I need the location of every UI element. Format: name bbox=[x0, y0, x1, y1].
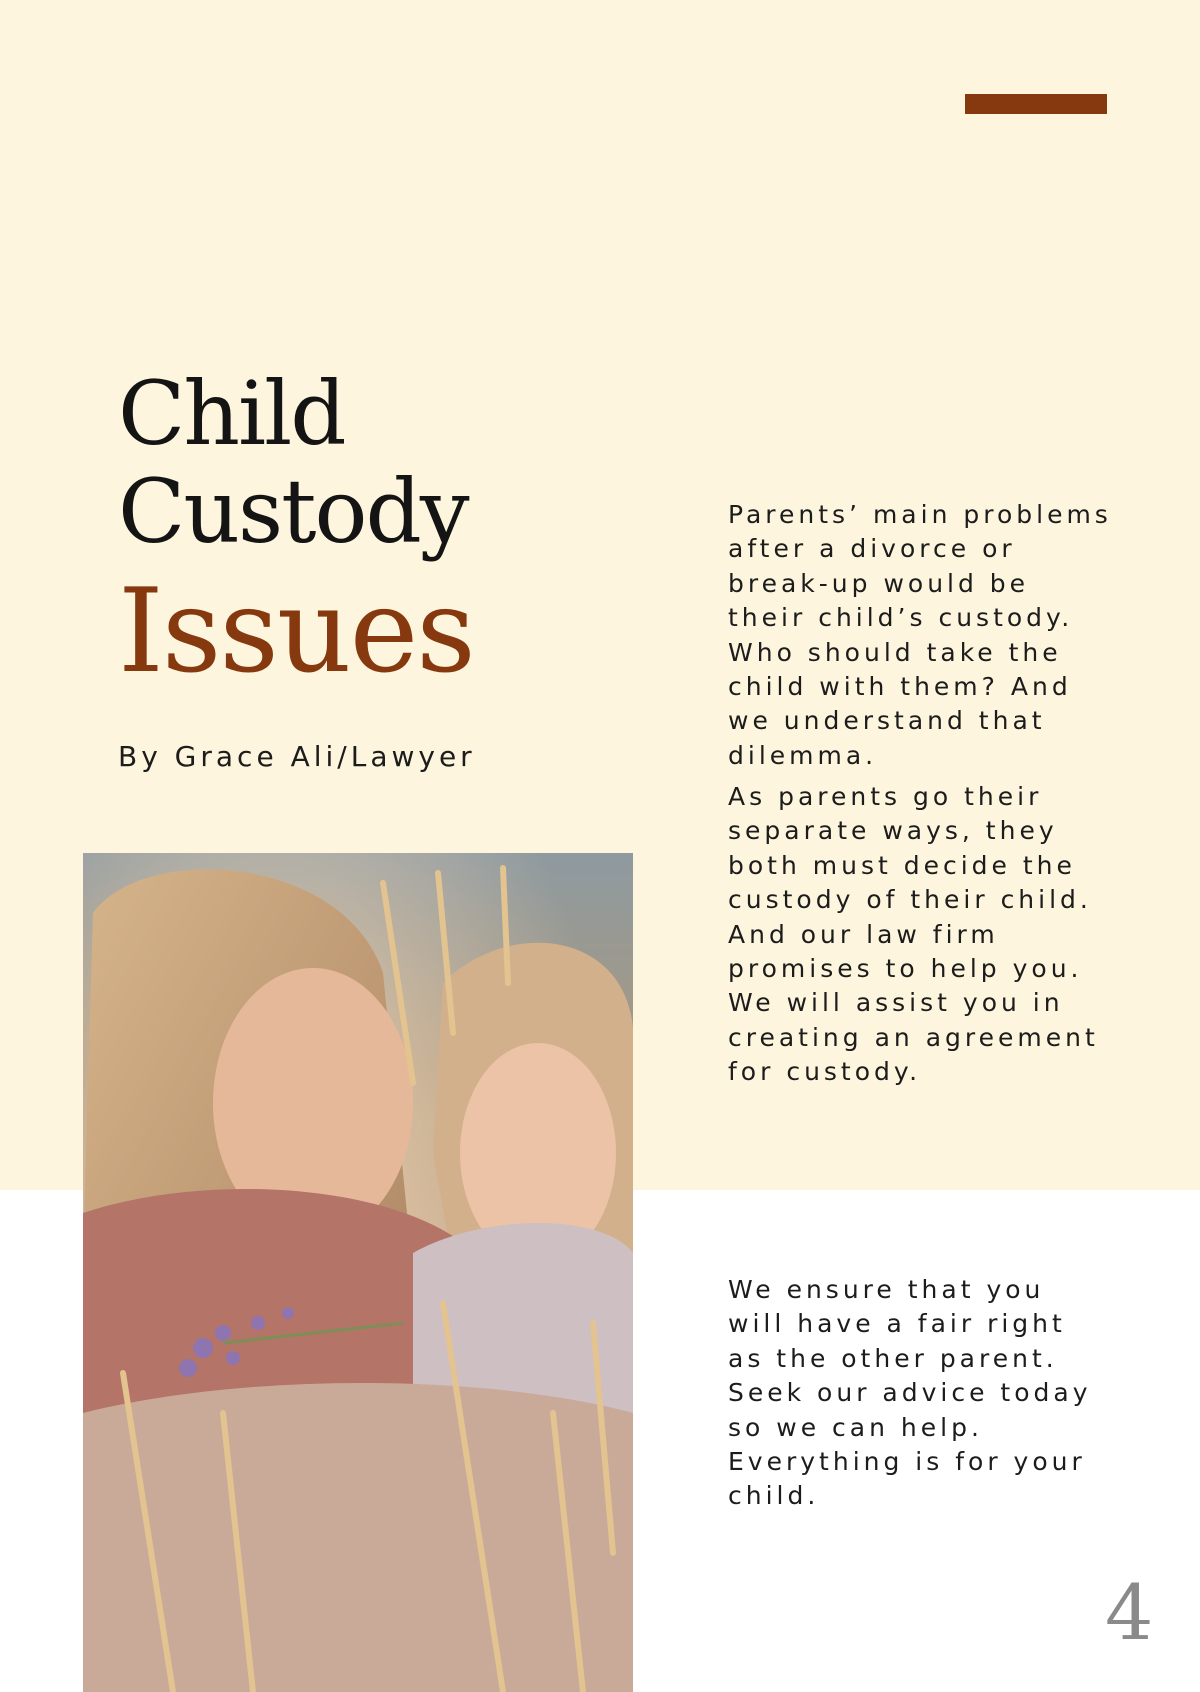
paragraph-line: we understand that bbox=[728, 706, 1046, 736]
paragraph-line: promises to help you. bbox=[728, 954, 1083, 984]
paragraph-line: break-up would be bbox=[728, 568, 1030, 598]
paragraph-line: child with them? And bbox=[728, 672, 1072, 702]
title-line-child: Child bbox=[118, 362, 345, 465]
paragraph-line: And our law firm bbox=[728, 919, 999, 949]
paragraph-separate-ways bbox=[728, 780, 1168, 1090]
paragraph-line: We ensure that you bbox=[728, 1275, 1045, 1304]
paragraph-line: both must decide the bbox=[728, 850, 1076, 880]
paragraph-line: dilemma. bbox=[728, 740, 878, 770]
title-line-issues: Issues bbox=[118, 564, 474, 699]
paragraph-line: Seek our advice today bbox=[728, 1378, 1092, 1408]
author-byline: By Grace Ali/Lawyer bbox=[118, 740, 476, 773]
paragraph-line: so we can help. bbox=[728, 1412, 983, 1442]
page-number: 4 bbox=[1105, 1568, 1154, 1657]
paragraph-line: after a divorce or bbox=[728, 534, 1016, 564]
paragraph-parents-problems bbox=[728, 498, 1168, 773]
paragraph-line: child. bbox=[728, 1481, 820, 1511]
photo-illustration bbox=[83, 853, 633, 1692]
mother-daughter-photo bbox=[83, 853, 633, 1692]
paragraph-line: Who should take the bbox=[728, 637, 1062, 667]
paragraph-line: As parents go their bbox=[728, 782, 1043, 811]
paragraph-line: for custody. bbox=[728, 1057, 922, 1087]
paragraph-line: their child’s custody. bbox=[728, 603, 1074, 633]
paragraph-line: Everything is for your bbox=[728, 1447, 1086, 1477]
title-line-custody: Custody bbox=[118, 460, 468, 563]
accent-bar bbox=[965, 94, 1107, 114]
paragraph-line: custody of their child. bbox=[728, 885, 1092, 915]
paragraph-line: Parents’ main problems bbox=[728, 500, 1112, 529]
paragraph-line: will have a fair right bbox=[728, 1309, 1066, 1339]
paragraph-line: We will assist you in bbox=[728, 988, 1064, 1018]
paragraph-line: creating an agreement bbox=[728, 1022, 1099, 1052]
paragraph-fair-right bbox=[728, 1273, 1168, 1514]
paragraph-line: separate ways, they bbox=[728, 816, 1058, 846]
paragraph-line: as the other parent. bbox=[728, 1343, 1058, 1373]
